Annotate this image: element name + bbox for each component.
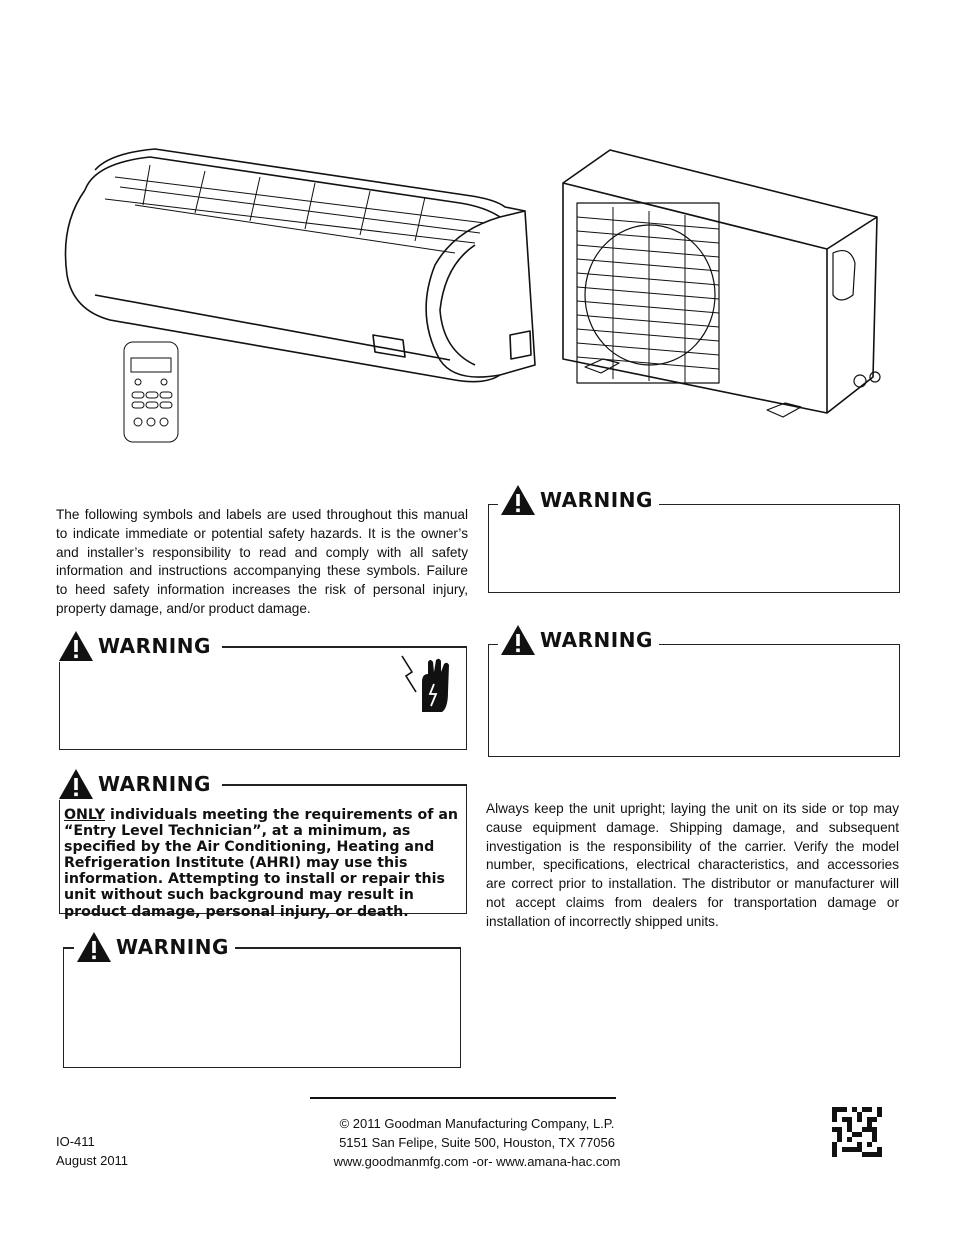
- warning-label-1: WARNING: [540, 488, 653, 512]
- document-number: IO-411: [56, 1134, 95, 1149]
- websites-line: www.goodmanmfg.com -or- www.amana-hac.com: [333, 1154, 621, 1169]
- warning-header-line-4: [222, 784, 467, 786]
- warning-triangle-icon: [58, 630, 94, 662]
- publication-date: August 2011: [56, 1153, 129, 1168]
- warning-header-4: [56, 768, 217, 800]
- technician-warning-text: [64, 807, 464, 920]
- warning-header-line-3: [222, 646, 467, 648]
- warning-triangle-icon: [500, 484, 536, 516]
- warning-label-3: WARNING: [98, 634, 211, 658]
- warning-triangle-icon: [500, 624, 536, 656]
- warning-label-2: WARNING: [540, 628, 653, 652]
- technician-warning-body: individuals meeting the requirements of an “Entry Level Technician”, at a minimum, as specified by the Air Conditioning, Heating and Refrigeration Institute (AHRI) may use this information. Attempting to install or repair this unit without such background may result in product damage, personal injury, or death.: [64, 807, 459, 920]
- warning-label-5: WARNING: [116, 935, 229, 959]
- footer-company-block: [300, 1114, 654, 1171]
- only-emphasis: ONLY: [64, 807, 106, 823]
- footer-rule: [310, 1097, 616, 1099]
- warning-triangle-icon: [58, 768, 94, 800]
- handling-paragraph: Always keep the unit upright; laying the unit on its side or top may cause equipment damage. Shipping damage, and subsequent investigation is the responsibility of the carrier. Verify the model number, specifications, electrical characteristics, and accessories are correct prior to installation. The distributor or manufacturer will not accept claims from dealers for transportation damage or installation of incorrectly shipped units.: [486, 801, 899, 929]
- safety-intro-paragraph: The following symbols and labels are used throughout this manual to indicate immediate or potential safety hazards. It is the owner’s and installer’s responsibility to read and comply with all safety information and instructions accompanying these symbols. Failure to heed safety information increases the risk of personal injury, property damage, and/or product damage.: [56, 507, 468, 616]
- electric-shock-hand-icon: [398, 652, 452, 716]
- warning-header-line-5b: [228, 947, 461, 949]
- warning-box-5: [63, 947, 461, 1068]
- warning-box-1: [488, 504, 900, 593]
- warning-triangle-icon: [76, 931, 112, 963]
- warning-header-1: [498, 484, 659, 516]
- warning-header-5: [74, 931, 235, 963]
- remote-control-illustration: [122, 340, 180, 444]
- warning-box-2: [488, 644, 900, 757]
- qr-code-icon: [832, 1106, 882, 1158]
- warning-label-4: WARNING: [98, 772, 211, 796]
- copyright-line: © 2011 Goodman Manufacturing Company, L.P.: [339, 1116, 615, 1131]
- warning-header-3: [56, 630, 217, 662]
- outdoor-unit-illustration: [555, 145, 890, 430]
- doc-info: [56, 1132, 128, 1170]
- address-line: 5151 San Felipe, Suite 500, Houston, TX 77056: [339, 1135, 615, 1150]
- warning-header-2: [498, 624, 659, 656]
